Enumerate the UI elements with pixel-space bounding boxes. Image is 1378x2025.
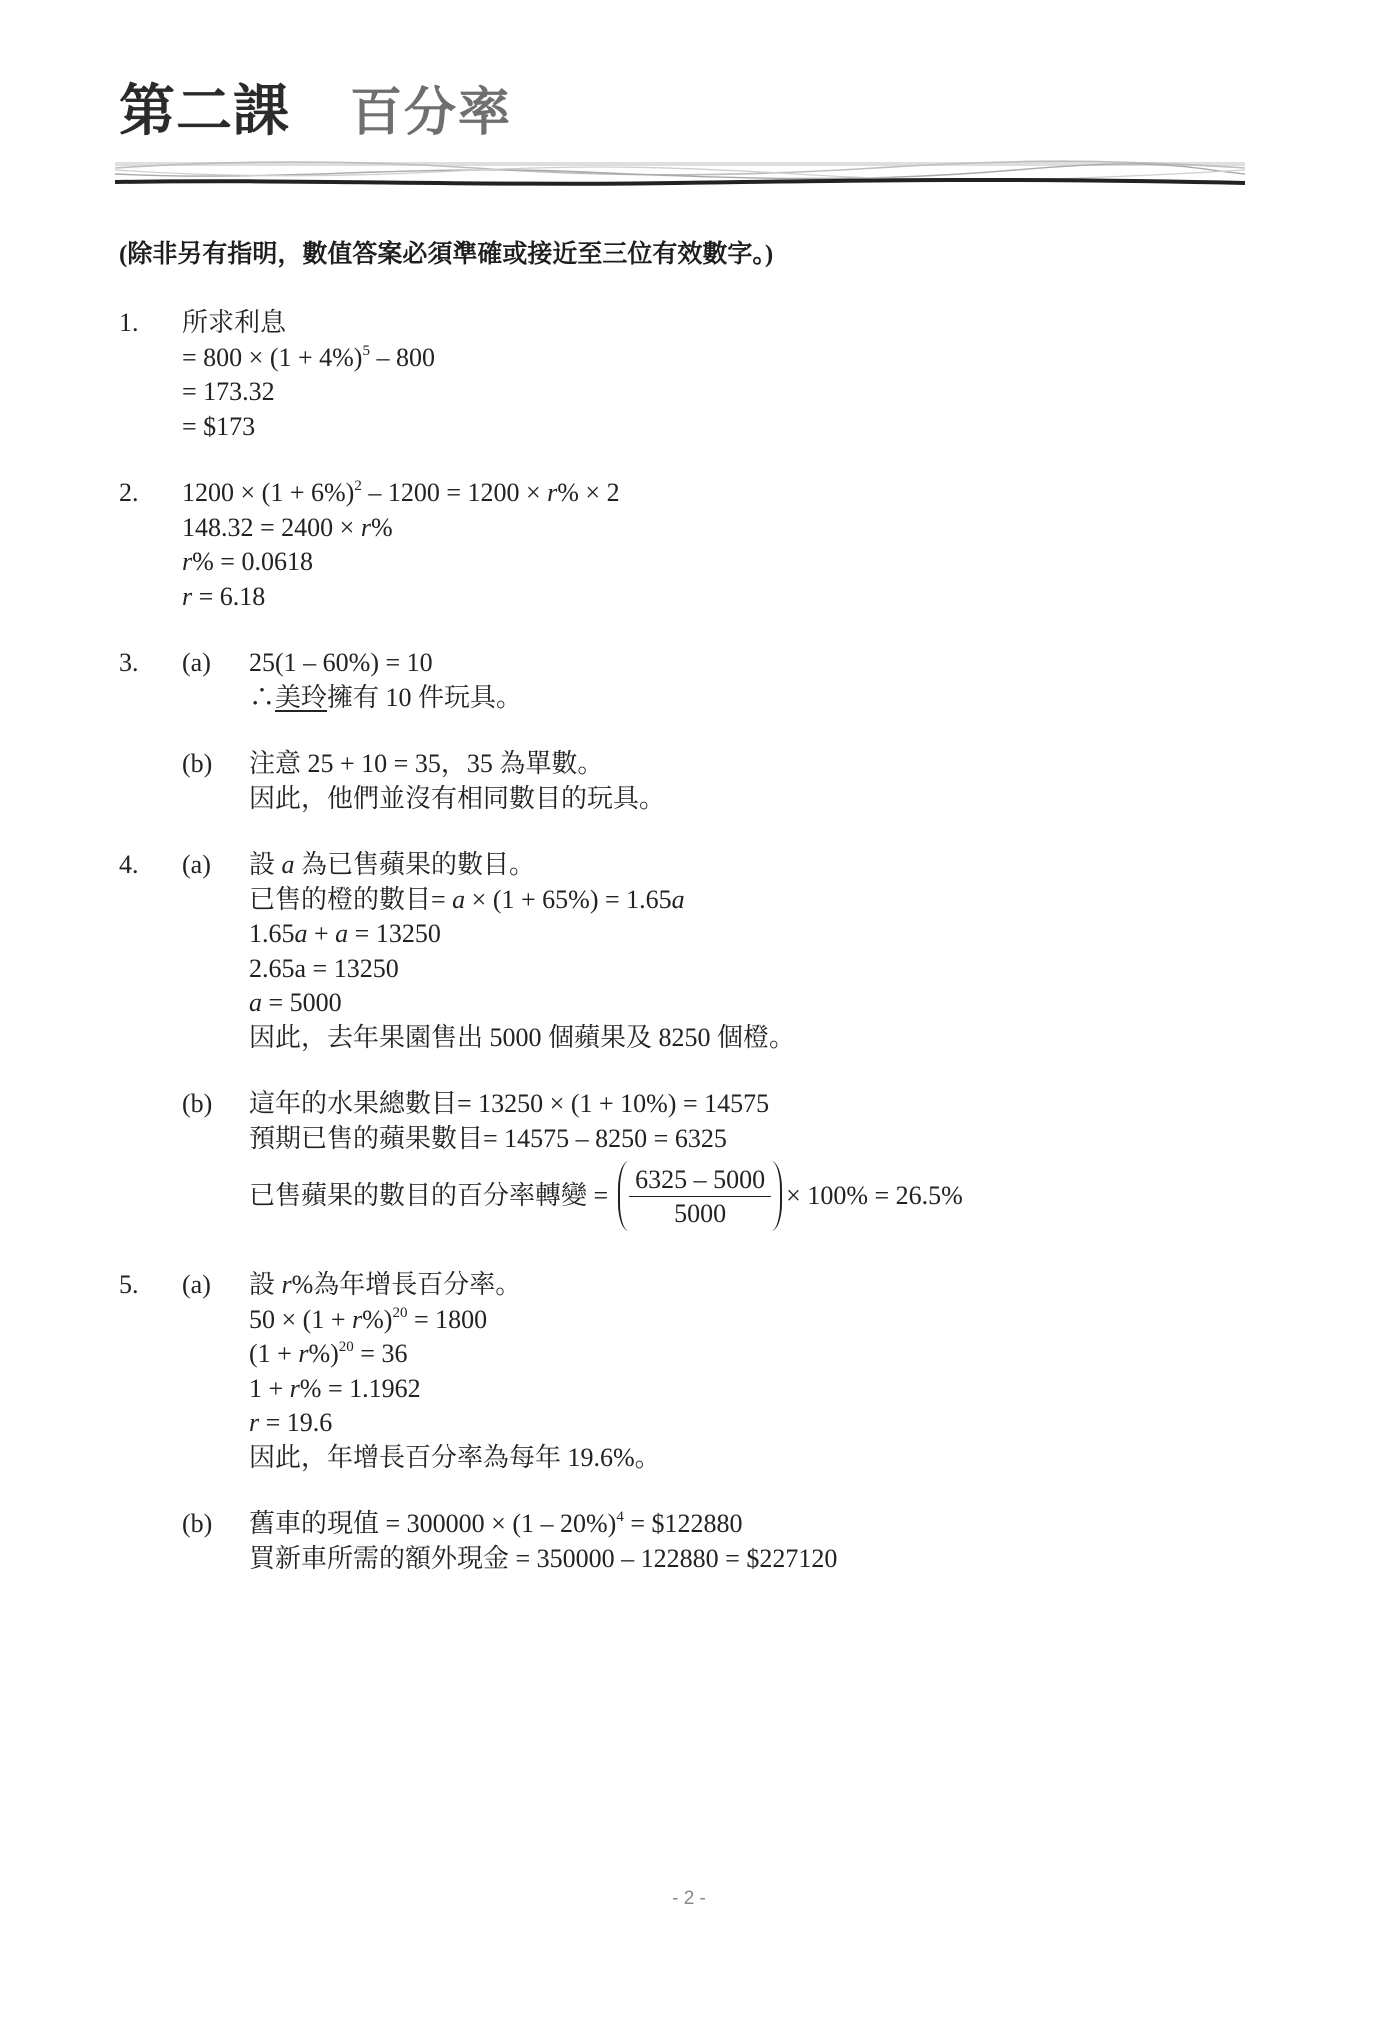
lesson-header (119, 80, 512, 144)
answer-part (119, 747, 1249, 816)
answer-line (182, 410, 1249, 445)
answer-line (249, 952, 1249, 987)
text-run: (1 + (249, 1339, 299, 1368)
question-3 (119, 646, 1249, 816)
text-run: = $122880 (623, 1509, 743, 1538)
text-run: % (370, 512, 393, 542)
text-run: = 19.6 (259, 1408, 333, 1437)
fraction-numerator: 6325 – 5000 (629, 1163, 771, 1197)
right-parenthesis (771, 1161, 782, 1231)
question-1 (119, 306, 1249, 444)
text-run: 為已售蘋果的數目。 (294, 850, 536, 879)
question-number: 4. (119, 850, 139, 879)
question-2 (119, 476, 1249, 614)
text-run: %為年增長百分率。 (291, 1270, 522, 1299)
italic-variable: r (360, 512, 371, 542)
italic-variable: r (351, 1304, 363, 1334)
superscript-exponent: 20 (338, 1339, 354, 1355)
page-number: - 2 - (672, 1888, 706, 1909)
text-run: × (1 + 65%) = 1.65 (465, 884, 672, 914)
answer-part (119, 848, 1249, 1055)
text-run: 148.32 = 2400 × (182, 512, 361, 542)
answer-lines (182, 306, 1249, 444)
answer-part (119, 1507, 1249, 1576)
answer-lines (182, 476, 1249, 614)
instruction-note: (除非另有指明，數值答案必須準確或接近至三位有效數字。) (119, 241, 774, 268)
answer-line (249, 1021, 1249, 1056)
part-label: (a) (182, 1270, 211, 1299)
text-run: 舊車的現值 = 300000 × (1 – 20%) (249, 1509, 617, 1538)
text-run: 因此，年增長百分率為每年 19.6%。 (249, 1442, 661, 1472)
answer-line (182, 306, 1249, 341)
text-run: = 36 (353, 1339, 408, 1368)
answer-line (249, 1268, 1249, 1303)
italic-variable: a (335, 919, 349, 948)
answer-part (119, 306, 1249, 444)
answer-line (182, 580, 1249, 615)
superscript-exponent: 5 (362, 342, 370, 359)
answer-lines (249, 1268, 1249, 1475)
italic-variable: r (182, 547, 193, 576)
text-run: % = 0.0618 (192, 547, 313, 576)
text-run: + (307, 919, 336, 948)
answer-lines (249, 646, 1249, 715)
text-run: – 1200 = 1200 × (361, 478, 548, 507)
text-run: % = 1.1962 (299, 1373, 421, 1403)
text-run: = 800 × (1 + 4%) (182, 342, 363, 372)
italic-variable: a (249, 988, 262, 1017)
part-label: (a) (182, 850, 211, 879)
answer-lines (249, 1087, 1249, 1236)
answer-line (249, 917, 1249, 952)
italic-variable: r (249, 1408, 260, 1437)
text-run: 已售的橙的數目= (249, 884, 453, 914)
text-run: = $173 (182, 411, 256, 441)
text-run: 因此，去年果園售出 5000 個蘋果及 8250 個橙。 (249, 1022, 796, 1052)
answer-line (249, 782, 1249, 817)
answer-line (249, 848, 1249, 883)
answer-part (119, 1268, 1249, 1475)
answer-line (249, 747, 1249, 782)
answer-line (249, 1372, 1249, 1407)
answer-part (119, 1087, 1249, 1236)
question-5 (119, 1268, 1249, 1576)
answer-line (249, 1542, 1249, 1577)
text-run: = 6.18 (192, 581, 266, 611)
italic-variable: r (298, 1339, 309, 1368)
text-run: ∴ (249, 682, 276, 712)
text-run: = 173.32 (182, 377, 275, 406)
answer-line (249, 681, 1249, 716)
answer-line (249, 1406, 1249, 1441)
answer-lines (249, 1507, 1249, 1576)
decorative-wave-divider (115, 156, 1245, 190)
text-run: 擁有 10 件玩具。 (327, 682, 523, 712)
fraction-denominator: 5000 (674, 1198, 727, 1228)
italic-variable: a (281, 850, 295, 879)
answer-lines (249, 848, 1249, 1055)
answer-line (182, 341, 1249, 376)
answer-line (249, 1337, 1249, 1372)
text-run: 注意 25 + 10 = 35，35 為單數。 (249, 749, 604, 778)
answer-lines (249, 747, 1249, 816)
answer-line (249, 986, 1249, 1021)
text-run: 已售蘋果的數目的百分率轉變 = (249, 1180, 609, 1210)
text-run: 25(1 – 60%) = 10 (249, 648, 433, 677)
answer-line (182, 375, 1249, 410)
answer-line (249, 1507, 1249, 1542)
text-run: 1.65 (249, 919, 295, 948)
answer-line (182, 476, 1249, 511)
answer-line (249, 1087, 1249, 1122)
text-run: × 100% = 26.5% (786, 1180, 963, 1210)
part-label: (b) (182, 1509, 213, 1538)
text-run: = 1800 (407, 1304, 488, 1334)
answer-line (249, 1156, 1249, 1236)
text-run: %) (362, 1304, 393, 1334)
superscript-exponent: 2 (354, 478, 362, 494)
fraction (629, 1163, 771, 1230)
answer-line (249, 883, 1249, 918)
text-run: 因此，他們並沒有相同數目的玩具。 (249, 783, 666, 813)
question-number: 1. (119, 308, 139, 337)
italic-variable: a (294, 919, 308, 948)
answer-list (119, 306, 1249, 1608)
question-number: 5. (119, 1270, 139, 1299)
italic-variable: r (182, 581, 193, 611)
italic-variable: r (281, 1270, 292, 1299)
text-run: 設 (249, 1270, 282, 1299)
question-4 (119, 848, 1249, 1236)
part-label: (a) (182, 648, 211, 677)
text-run: 2.65a = 13250 (249, 953, 399, 983)
italic-variable: a (671, 884, 685, 914)
answer-line (249, 1122, 1249, 1157)
text-run: 50 × (1 + (249, 1304, 352, 1334)
underlined-name: 美玲 (275, 682, 328, 712)
lesson-topic: 百分率 (350, 83, 513, 143)
answer-part (119, 476, 1249, 614)
left-parenthesis (618, 1161, 629, 1231)
text-run: – 800 (369, 342, 435, 372)
superscript-exponent: 20 (392, 1304, 408, 1321)
part-label: (b) (182, 749, 213, 778)
italic-variable: r (547, 478, 558, 507)
answer-line (249, 1441, 1249, 1476)
text-run: = 5000 (262, 988, 342, 1017)
text-run: % × 2 (557, 478, 620, 507)
italic-variable: r (289, 1373, 300, 1403)
text-run: 所求利息 (182, 308, 287, 337)
question-number: 3. (119, 648, 139, 677)
answer-line (249, 646, 1249, 681)
text-run: 預期已售的蘋果數目= 14575 – 8250 = 6325 (249, 1123, 727, 1153)
italic-variable: a (452, 884, 466, 914)
lesson-number: 第二課 (119, 79, 290, 144)
text-run: 1 + (249, 1373, 290, 1403)
text-run: 設 (249, 850, 282, 879)
superscript-exponent: 4 (616, 1509, 624, 1525)
answer-line (182, 511, 1249, 546)
text-run: 買新車所需的額外現金 = 350000 – 122880 = $227120 (249, 1543, 838, 1573)
text-run: 1200 × (1 + 6%) (182, 478, 355, 507)
text-run: %) (308, 1339, 339, 1368)
answer-part (119, 646, 1249, 715)
question-number: 2. (119, 478, 139, 507)
answer-line (182, 545, 1249, 580)
text-run: 這年的水果總數目= 13250 × (1 + 10%) = 14575 (249, 1089, 770, 1118)
part-label: (b) (182, 1089, 213, 1118)
answer-line (249, 1303, 1249, 1338)
fraction-expression (618, 1161, 782, 1231)
text-run: = 13250 (348, 919, 441, 948)
